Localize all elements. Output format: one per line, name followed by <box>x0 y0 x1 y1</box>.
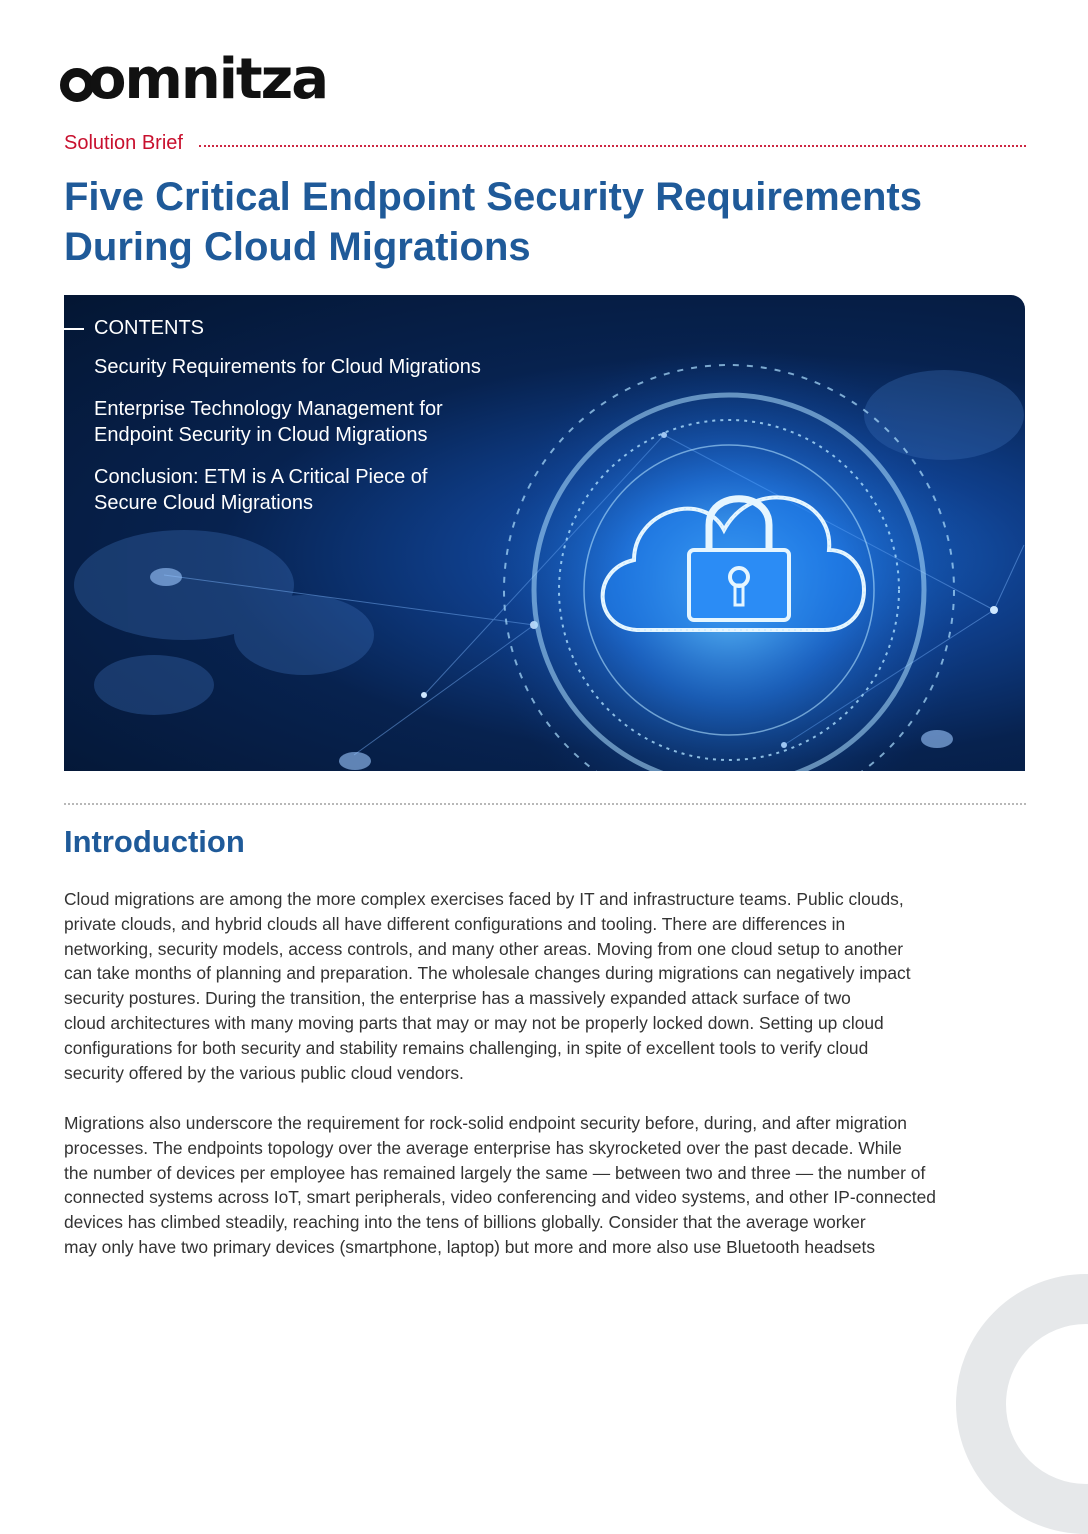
document-type-row <box>64 130 1026 156</box>
paragraph-line: security offered by the various public cloud vendors. <box>64 1062 464 1083</box>
introduction-heading: Introduction <box>64 824 245 859</box>
decorative-arc <box>956 1274 1088 1534</box>
contents-item-3[interactable] <box>94 464 544 516</box>
logo-wordmark: omnitza <box>88 47 328 112</box>
page-title <box>64 172 1024 272</box>
contents-heading-row <box>64 317 544 340</box>
contents-heading: CONTENTS <box>94 317 204 339</box>
contents-item-line: Endpoint Security in Cloud Migrations <box>94 424 428 446</box>
contents-item-line: Enterprise Technology Management for <box>94 398 443 420</box>
table-of-contents <box>64 317 544 532</box>
introduction-paragraph-2 <box>64 1111 1024 1260</box>
paragraph-line: networking, security models, access controls, and many other areas. Moving from one cloud setup to another <box>64 938 904 959</box>
paragraph-line: may only have two primary devices (smartphone, laptop) but more and more also use Bluetooth headsets <box>64 1236 876 1257</box>
gray-dotted-divider <box>64 803 1026 805</box>
paragraph-line: connected systems across IoT, smart peripherals, video conferencing and video systems, and other IP-connected <box>64 1187 936 1208</box>
paragraph-line: the number of devices per employee has remained largely the same — between two and three — the number of <box>64 1162 926 1183</box>
document-type-label: Solution Brief <box>64 131 183 154</box>
contents-item-2[interactable] <box>94 396 544 448</box>
paragraph-line: private clouds, and hybrid clouds all have different configurations and tooling. There are differences in <box>64 913 846 934</box>
contents-item-line: Secure Cloud Migrations <box>94 492 313 514</box>
oomnitza-logo <box>60 47 328 112</box>
title-line-2: During Cloud Migrations <box>64 225 531 269</box>
red-dotted-divider <box>199 145 1026 147</box>
paragraph-line: Cloud migrations are among the more complex exercises faced by IT and infrastructure teams. Public clouds, <box>64 889 904 909</box>
contents-item-line: Conclusion: ETM is A Critical Piece of <box>94 466 428 488</box>
paragraph-line: can take months of planning and preparation. The wholesale changes during migrations can negatively impact <box>64 963 911 984</box>
contents-item-line: Security Requirements for Cloud Migrations <box>94 356 481 378</box>
hero-banner <box>64 295 1025 771</box>
paragraph-line: devices has climbed steadily, reaching into the tens of billions globally. Consider that the average worker <box>64 1212 866 1233</box>
title-line-1: Five Critical Endpoint Security Requirements <box>64 175 922 219</box>
paragraph-line: security postures. During the transition, the enterprise has a massively expanded attack surface of two <box>64 988 851 1009</box>
paragraph-line: Migrations also underscore the requirement for rock-solid endpoint security before, during, and after migration <box>64 1113 907 1133</box>
contents-item-1[interactable] <box>94 354 544 380</box>
contents-dash <box>64 328 84 330</box>
paragraph-line: cloud architectures with many moving parts that may or may not be properly locked down. Setting up cloud <box>64 1012 884 1033</box>
introduction-paragraph-1 <box>64 887 1024 1085</box>
paragraph-line: configurations for both security and stability remains challenging, in spite of excellent tools to verify cloud <box>64 1037 869 1058</box>
paragraph-line: processes. The endpoints topology over the average enterprise has skyrocketed over the past decade. While <box>64 1137 902 1158</box>
